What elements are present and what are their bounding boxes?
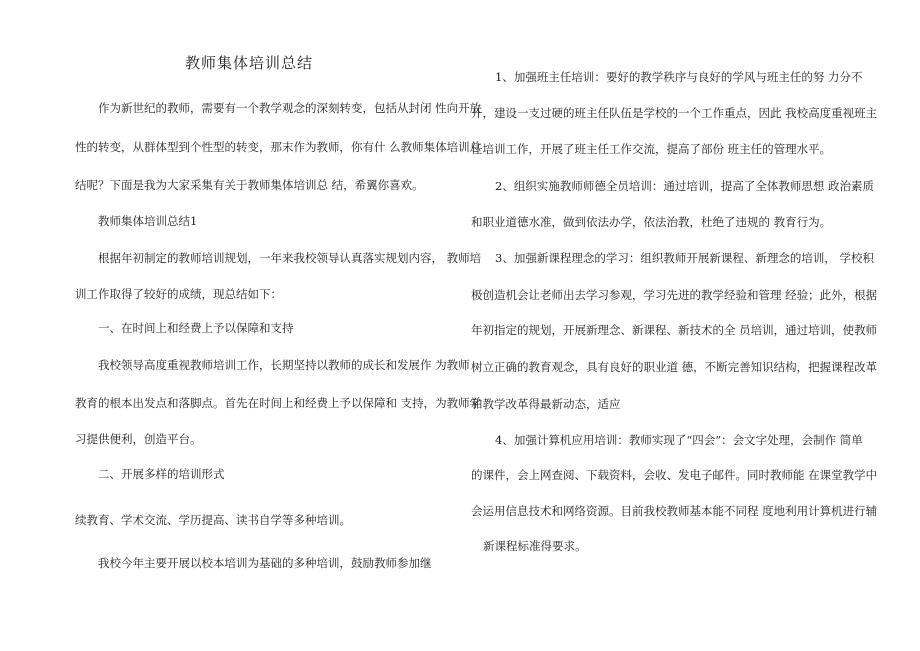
text-line: 2、组织实施教师师德全员培训：通过培训，提高了全体教师思想 政治素质 [495, 179, 874, 193]
text-line: 和教学改革得最新动态，适应 [471, 397, 621, 411]
text-line: 作为新世纪的教师，需要有一个教学观念的深刻转变，包括从封闭 性向开放 [98, 101, 482, 115]
section-heading: 二、开展多样的培训形式 [98, 467, 225, 481]
text-line: 1、加强班主任培训：要好的教学秩序与良好的学风与班主任的努 力分不 [495, 70, 863, 84]
text-line: 和职业道德水准，做到依法办学，依法治教，杜绝了违规的 教育行为。 [471, 215, 832, 229]
text-line: 续教育、学术交流、学历提高、读书自学等多种培训。 [75, 513, 351, 527]
text-line: 会运用信息技术和网络资源。目前我校教师基本能不同程 度地利用计算机进行辅 [471, 504, 878, 518]
text-line: 结呢？下面是我为大家采集有关于教师集体培训总 结，希翼你喜欢。 [75, 178, 424, 192]
text-line: 习提供便利，创造平台。 [75, 432, 202, 446]
text-line: 性的转变，从群体型到个性型的转变，那末作为教师，你有什 么教师集体培训总 [75, 140, 482, 154]
section-heading: 教师集体培训总结1 [98, 214, 198, 228]
section-heading: 一、在时间上和经费上予以保障和支持 [98, 321, 294, 335]
document-title: 教师集体培训总结 [185, 54, 314, 72]
text-line: 根据年初制定的教师培训规划，一年来我校领导认真落实规划内容， 教师培 [98, 251, 482, 265]
text-line: 的课件，会上网查阅、下载资料，会收、发电子邮件。同时教师能 在课堂教学中 [471, 468, 878, 482]
text-line: 训工作取得了较好的成绩，现总结如下： [75, 287, 282, 301]
text-line: 3、加强新课程理念的学习：组织教师开展新课程、新理念的培训， 学校积 [495, 251, 874, 265]
text-line: 树立正确的教育观念，具有良好的职业道 德，不断完善知识结构，把握课程改革 [471, 360, 878, 374]
text-line: 我校领导高度重视教师培训工作，长期坚持以教师的成长和发展作 为教师 [98, 358, 470, 372]
text-line: 新课程标准得要求。 [483, 539, 587, 553]
text-line: 极创造机会让老师出去学习参观，学习先进的教学经验和管理 经验；此外，根据 [471, 288, 878, 302]
text-line: 年初指定的规划，开展新理念、新课程、新技术的全 员培训，通过培训，使教师 [471, 323, 878, 337]
text-line: 我校今年主要开展以校本培训为基础的多种培训，鼓励教师参加继 [98, 556, 432, 570]
text-line: 任培训工作，开展了班主任工作交流，提高了部份 班主任的管理水平。 [471, 142, 832, 156]
text-line: 4、加强计算机应用培训：教师实现了“四会”：会文字处理，会制作 简单 [495, 433, 863, 447]
text-line: 教育的根本出发点和落脚点。首先在时间上和经费上予以保障和 支持，为教师学 [75, 396, 482, 410]
text-line: 开，建设一支过硬的班主任队伍是学校的一个工作重点，因此 我校高度重视班主 [471, 106, 878, 120]
